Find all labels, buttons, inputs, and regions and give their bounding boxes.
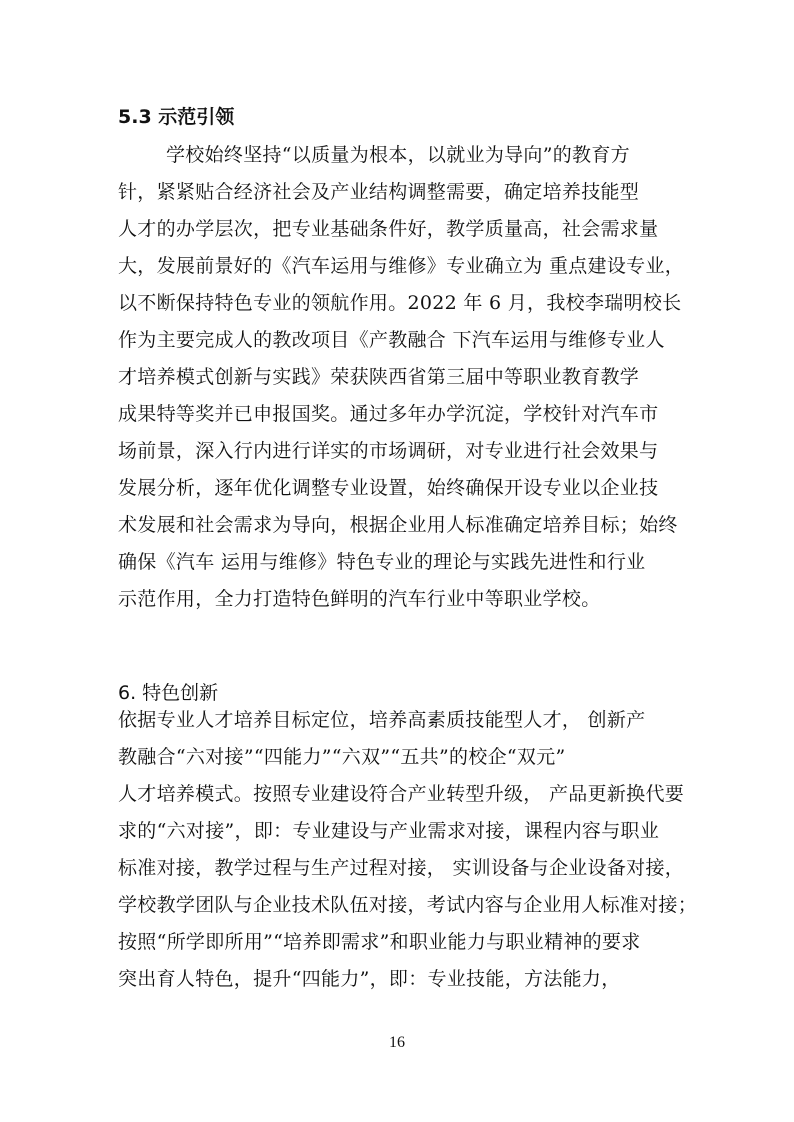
paragraph-line: 示范作用，全力打造特色鲜明的汽车行业中等职业学校。 [118, 588, 601, 610]
page-number: 16 [389, 1034, 405, 1051]
paragraph-line: 发展分析，逐年优化调整专业设置，始终确保开设专业以企业技 [118, 477, 659, 499]
paragraph-line: 术发展和社会需求为导向，根据企业用人标准确定培养目标；始终 [118, 514, 678, 536]
paragraph-line: 依据专业人才培养目标定位，培养高素质技能型人才， 创新产 [118, 709, 646, 731]
paragraph-line: 突出育人特色，提升“四能力”，即：专业技能，方法能力， [118, 968, 621, 990]
paragraph-line: 求的“六对接”，即：专业建设与产业需求对接，课程内容与职业 [118, 820, 660, 842]
section-heading-5-3: 5.3 示范引领 [118, 106, 235, 128]
paragraph-line: 学校教学团队与企业技术队伍对接，考试内容与企业用人标准对接； [118, 894, 698, 916]
paragraph-line: 教融合“六对接”“四能力”“六双”“五共”的校企“双元” [118, 746, 566, 768]
section-6-paragraph [118, 702, 708, 998]
paragraph-line: 人才培养模式。按照专业建设符合产业转型升级， 产品更新换代要 [118, 783, 685, 805]
section-5-3-paragraph [118, 137, 708, 618]
paragraph-line: 标准对接，教学过程与生产过程对接， 实训设备与企业设备对接， [118, 857, 685, 879]
paragraph-line: 确保《汽车 运用与维修》特色专业的理论与实践先进性和行业 [118, 551, 646, 573]
paragraph-line: 学校始终坚持“以质量为根本，以就业为导向”的教育方 [166, 144, 630, 166]
paragraph-line: 人才的办学层次，把专业基础条件好，教学质量高，社会需求量 [118, 218, 659, 240]
paragraph-line: 才培养模式创新与实践》荣获陕西省第三届中等职业教育教学 [118, 366, 640, 388]
paragraph-line: 场前景，深入行内进行详实的市场调研，对专业进行社会效果与 [118, 440, 659, 462]
paragraph-line: 针，紧紧贴合经济社会及产业结构调整需要，确定培养技能型 [118, 181, 640, 203]
paragraph-line: 以不断保持特色专业的领航作用。2022 年 6 月，我校李瑞明校长 [118, 292, 682, 314]
paragraph-line: 成果特等奖并已申报国奖。通过多年办学沉淀，学校针对汽车市 [118, 403, 659, 425]
paragraph-line: 作为主要完成人的教改项目《产教融合 下汽车运用与维修专业人 [118, 329, 665, 351]
paragraph-line: 按照“所学即所用”“培养即需求”和职业能力与职业精神的要求 [118, 931, 641, 953]
section-heading-6: 6. 特色创新 [118, 682, 219, 704]
paragraph-line: 大，发展前景好的《汽车运用与维修》专业确立为 重点建设专业， [118, 255, 685, 277]
